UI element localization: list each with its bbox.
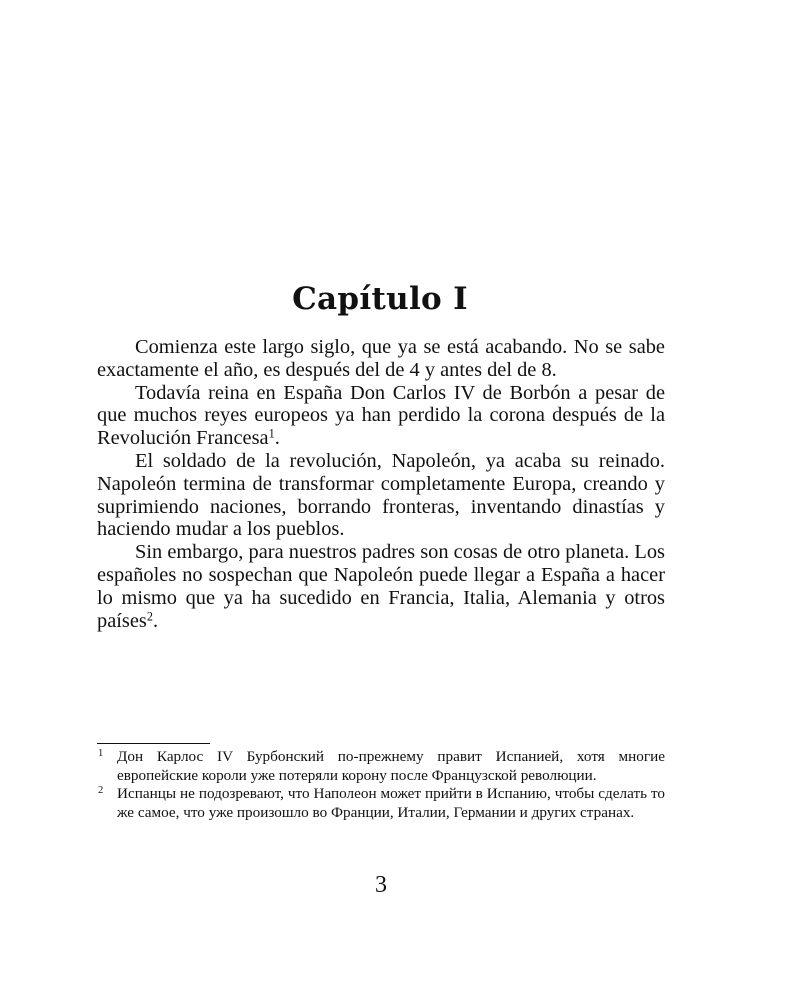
footnote-text: Испанцы не подозревают, что Наполеон может прийти в Испанию, чтобы сделать то же самое, что уже произошло во Франции, Италии, Германии и других странах. <box>117 785 665 821</box>
footnote-reference[interactable]: 1 <box>268 426 275 441</box>
paragraph-text: Comienza este largo siglo, que ya se está acabando. No se sabe exactamente el año, es después del de 4 y antes del de 8. <box>97 336 665 381</box>
footnote-1 <box>97 748 665 785</box>
footnote-mark: 1 <box>98 748 104 759</box>
paragraph-4 <box>97 541 665 632</box>
page-number: 3 <box>375 872 387 898</box>
footnotes <box>97 748 665 822</box>
footnote-text: Дон Карлос IV Бурбонский по-прежнему правит Испанией, хотя многие европейские короли уже потеряли корону после Французской революции. <box>117 748 665 784</box>
chapter-title: Capítulo I <box>292 281 468 317</box>
footnote-2 <box>97 785 665 822</box>
footnote-divider <box>97 743 210 744</box>
paragraph-text: Sin embargo, para nuestros padres son cosas de otro planeta. Los españoles no sospechan que Napoleón puede llegar a España a hacer lo mismo que ya ha sucedido en Francia, Italia, Alemania y otros países <box>97 541 665 632</box>
paragraph-tail: . <box>152 609 159 632</box>
footnote-mark: 2 <box>98 785 104 797</box>
paragraph-text: Todavía reina en España Don Carlos IV de Borbón a pesar de que muchos reyes europeos ya han perdido la corona después de la Revolución Francesa <box>97 381 665 450</box>
paragraph-2 <box>97 382 665 450</box>
paragraph-text: El soldado de la revolución, Napoleón, ya acaba su reinado. Napoleón termina de transformar completamente Europa, creando y suprimiendo naciones, borrando fronteras, inventando dinastías y haciendo mudar a los pueblos. <box>97 449 665 541</box>
paragraph-1 <box>97 336 665 382</box>
chapter-body <box>97 336 665 632</box>
paragraph-tail: . <box>274 427 280 450</box>
footnote-reference[interactable]: 2 <box>146 608 153 623</box>
paragraph-3 <box>97 450 665 541</box>
